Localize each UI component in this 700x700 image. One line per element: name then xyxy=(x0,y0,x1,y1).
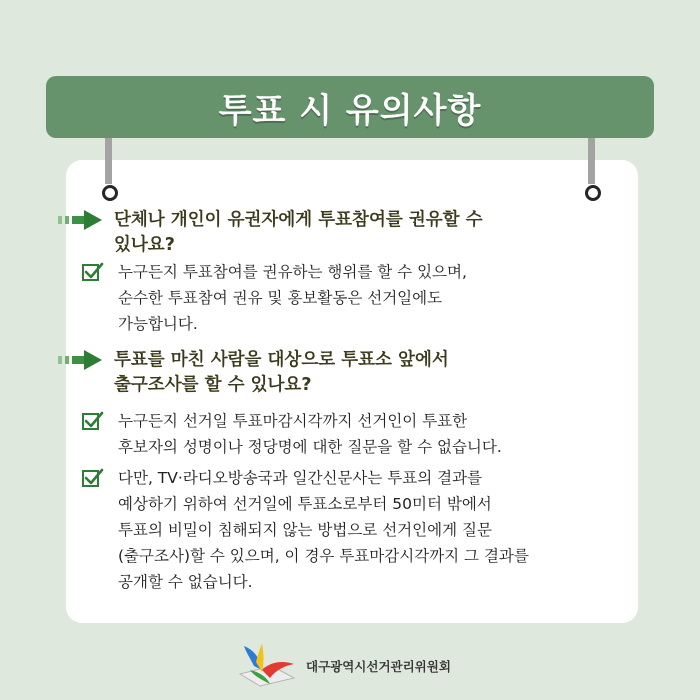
answer-2-1-text: 누구든지 선거일 투표마감시각까지 선거인이 투표한 후보자의 성명이나 정당명에 대한 질문을 할 수 없습니다. xyxy=(118,412,502,456)
answer-2-1 xyxy=(82,408,502,460)
question-1-text: 단체나 개인이 유권자에게 투표참여를 권유할 수 있나요? xyxy=(114,210,483,255)
checkbox-checked-icon xyxy=(82,262,104,282)
election-commission-logo-icon xyxy=(236,640,298,692)
question-2-text: 투표를 마친 사람을 대상으로 투표소 앞에서 출구조사를 할 수 있나요? xyxy=(114,350,449,395)
arrow-right-icon xyxy=(58,210,102,230)
answer-1-1-text: 누구든지 투표참여를 권유하는 행위를 할 수 있으며, 순수한 투표참여 권유 및 홍보활동은 선거일에도 가능합니다. xyxy=(118,263,467,333)
right-pin-icon xyxy=(585,185,601,201)
answer-1-1 xyxy=(82,259,467,337)
organization-name: 대구광역시선거관리위원회 xyxy=(306,659,451,674)
title-banner xyxy=(46,76,654,138)
page-title: 투표 시 유의사항 xyxy=(218,90,482,131)
footer xyxy=(236,640,451,692)
checkbox-checked-icon xyxy=(82,411,104,431)
question-1 xyxy=(58,208,483,258)
question-2 xyxy=(58,348,449,398)
answer-2-2 xyxy=(82,465,529,595)
left-pin-icon xyxy=(102,185,118,201)
left-hanger-rod xyxy=(105,138,112,184)
right-hanger-rod xyxy=(588,138,595,184)
arrow-right-icon xyxy=(58,350,102,370)
answer-2-2-text: 다만, TV·라디오방송국과 일간신문사는 투표의 결과를 예상하기 위하여 선거일에 투표소로부터 50미터 밖에서 투표의 비밀이 침해되지 않는 방법으로 선거인에게 질문 (출구조사)할 수 있으며, 이 경우 투표마감시각까지 그 결과를 공개할 수 없습니다. xyxy=(118,469,529,591)
checkbox-checked-icon xyxy=(82,468,104,488)
